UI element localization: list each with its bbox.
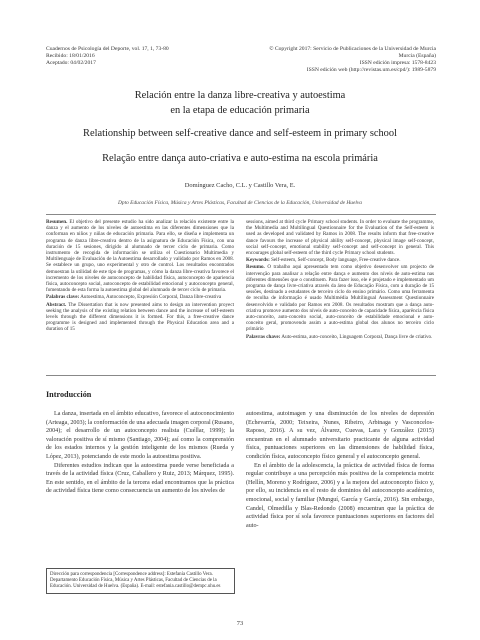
correspondence-box: Dirección para correspondencia [Correspondence address]: Estefanía Castillo Vera. Departamento Educación Física, Música y Artes Plásticas, Facultad de Ciencias de la Educación. Universidad de Huelva. (España). E-mail: estefania.castillo@dempc.uhu.es <box>46 568 235 594</box>
title-spanish <box>40 88 440 118</box>
received-date: Recibido: 18/01/2016 <box>46 53 95 59</box>
abstract-continued: sessions, aimed at third cycle Primary school students. In order to evaluate the programme, the Multimedia and Multilingual Questionnaire for the Evaluation of the Self-esteem is used as developed and validated by Ramos in 2008. The results inform that free-creative dance favours the increase of physical ability self-concept, physical image self-concept, social self-concept, emotional stability self-concept and self-concept in general. This encourages global self-esteem of the third cycle Primary school students. <box>246 219 434 257</box>
resumo-label: Resumo. <box>246 264 265 271</box>
section-heading-introduccion: Introducción <box>46 390 92 399</box>
palabras-clave-label: Palabras clave: <box>46 294 80 301</box>
abstract-label: Abstract. <box>46 301 67 308</box>
body-paragraph: autoestima, autoimagen y una disminución de los niveles de depresión (Echevarría, 2000; Teixeira, Nunes, Ribeiro, Arbinaga y Vasconcelos-Raposo, 2016). A su vez, Álvarez, Cuevas, Lara y González (2015) encuentran en el alumnado universitario practicante de alguna actividad física, puntuaciones superiores en las dimensiones de habilidad física, condición física, autoconcepto físico general y el autoconcepto general. <box>246 411 434 460</box>
body-column-right <box>246 410 434 530</box>
affiliation: Dpto Educación Física, Música y Artes Plásticas, Facultad de Ciencias de la Educación, Universidad de Huelva <box>118 200 362 206</box>
keywords-text: Self-esteem, Self-concept, Body language, Free-creative dance. <box>271 257 401 264</box>
issn-print: ISSN edición impresa: 1578-8423 <box>359 60 436 66</box>
abstract-bottom-rule <box>46 375 436 376</box>
journal-citation: Cuadernos de Psicología del Deporte, vol. 17, 1, 73-80 <box>46 46 169 52</box>
page-number: 73 <box>236 620 244 627</box>
abstract-column-left <box>46 219 234 334</box>
copyright-header <box>236 46 436 74</box>
body-column-left <box>46 410 234 496</box>
title-spanish-line-2: en la etapa de educación primaria <box>170 105 310 116</box>
resumo-text: O trabalho aqui apresentado tem como objetivo desenvolver um projecto de intervenção para analisar a relação entre dança e aumento dos níveis de auto-estima nas diferentes dimensões que o constituem. Para fazer isso, ele é projetado e implementado um programa de dança livre-criativa através da área de Educação Física, com a duração de 15 sessões, destinado a estudantes de terceiro ciclo do ensino primário. Como uma ferramenta de recolha de informação é usado Multimédia Multilingual Assessment Questionnaire desenvolvido e validado por Ramos em 2008. Os resultados mostram que a dança auto-criativa promove aumento dos níveis de auto-conceito de capacidade física, aparência física auto-conceito, auto-conceito social, auto-conceito de estabilidade emocional e auto-conceito geral, promovendo assim a auto-estima global dos alunos no terceiro ciclo primário <box>246 264 434 333</box>
title-spanish-line-1: Relación entre la danza libre-creativa y autoestima <box>134 90 346 101</box>
title-english: Relationship between self-creative dance and self-esteem in primary school <box>83 128 397 139</box>
accepted-date: Aceptado: 04/02/2017 <box>46 60 96 66</box>
palabras-clave-paragraph <box>46 294 234 300</box>
palavras-chave-label: Palavras chave: <box>246 333 281 340</box>
keywords-label: Keywords: <box>246 257 270 264</box>
palavras-chave-paragraph <box>246 334 434 340</box>
title-portuguese: Relação entre dança auto-criativa e auto-estima na escola primária <box>102 153 378 164</box>
resumen-paragraph <box>46 219 234 293</box>
authors: Domínguez Cacho, C.L. y Castillo Vera, E. <box>184 182 296 189</box>
abstract-column-right <box>246 219 434 341</box>
body-paragraph: Diferentes estudios indican que la autoestima puede verse beneficiada a través de la actividad física (Cruz, Caballero y Ruiz, 2013; Márquez, 1995). En este sentido, en el ámbito de la tercera edad encontramos que la práctica de actividad física tiene como consecuencia un aumento de los niveles de <box>46 462 234 495</box>
resumo-paragraph <box>246 264 434 332</box>
palabras-clave-text: Autoestima, Autoconcepto, Expresión Corporal, Danza libre-creativa <box>80 294 222 301</box>
copyright-line: © Copyright 2017: Servicio de Publicaciones de la Universidad de Murcia <box>269 46 436 52</box>
palavras-chave-text: Auto-estima, auto-conceito, Linguagem Corporal, Dança livre de criativo. <box>281 333 433 340</box>
body-paragraph: En el ámbito de la adolescencia, la práctica de actividad física de forma regular contribuye a una percepción más positiva de la competencia motriz (Hellín, Moreno y Rodríguez, 2006) y a la mejora del autoconcepto físico y, por ello, su incidencia en el resto de dominios del autoconcepto académico, emocional, social y familiar (Munguí, García y García, 2016). Sin embargo, Candel, Olmedilla y Blas-Redondo (2008) encuentran que la práctica de actividad física por sí sola favorece puntuaciones superiores en factores del auto- <box>246 462 434 529</box>
resumen-label: Resumen. <box>46 219 68 225</box>
body-paragraph: La danza, insertada en el ámbito educativo, favorece el autoconocimiento (Arteaga, 2003); la conformación de una adecuada imagen corporal (Rusano, 2004); el desarrollo de un autoconcepto realista (Cuéllar, 1999); la valoración positiva de sí mismo (Santiago, 2004); así como la comprensión de los estados internos y la gestión inteligente de los mismos (Rueda y López, 2013), potenciando de este modo la autoestima positiva. <box>46 411 234 460</box>
abstract-paragraph <box>46 302 234 333</box>
abstract-top-rule <box>46 214 436 215</box>
journal-citation-header <box>46 46 246 67</box>
issn-web: ISSN edición web (http://revistas.um.es/cpd/): 1989-5879 <box>306 67 436 73</box>
resumen-text: El objetivo del presente estudio ha sido analizar la relación existente entre la danza y el aumento de los niveles de autoestima en las diferentes dimensiones que la conforman en niños y niñas de educación primaria. Para ello, se diseña e implementa un programa de danza libre-creativa dentro de la asignatura de Educación Física, con una duración de 15 sesiones, dirigido al alumnado de tercer ciclo de primaria. Como instrumento de recogida de información se utiliza el Cuestionario Multimedia y Multilenguaje de Evaluación de la Autoestima desarrollado y validado por Ramos en 2008. Se establece un grupo, uno experimental y otro de control. Los resultados encontrados demuestran la utilidad de este tipo de programas, y cómo la danza libre-creativa favorece el incremento de los niveles de autoconcepto de habilidad física, autoconcepto de apariencia física, autoconcepto social, autoconcepto de estabilidad emocional y autoconcepto general, fomentando de esta forma la autoestima global del alumnado de tercer ciclo de primaria. <box>46 219 234 294</box>
publisher-location: Murcia (España) <box>398 53 436 59</box>
abstract-text: The Dissertation that is now presented aims to design an intervention proyect seeking the analysis of the existing relation between dance and the increase of self-esteem levels through the different dimensions it is formed. For this, a free-creative dance programme is designed and implemented through the Physical Education area and a duration of 15 <box>46 301 234 333</box>
keywords-paragraph <box>246 257 434 263</box>
